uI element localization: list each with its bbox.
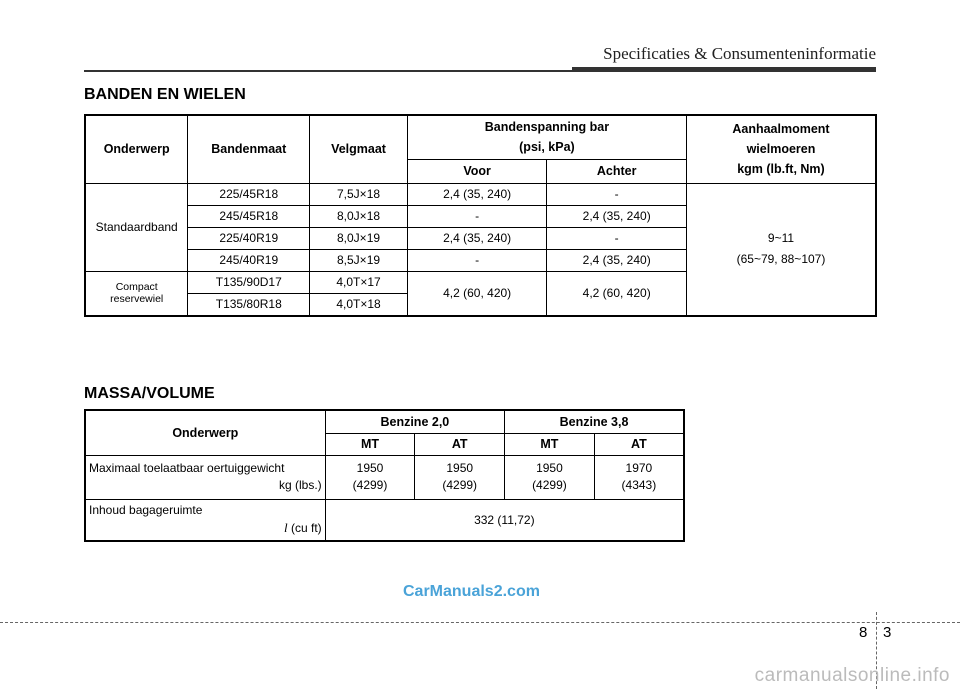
col-bandenspanning (407, 115, 686, 159)
table-row (85, 455, 684, 499)
tow-lbs: (4299) (532, 478, 567, 492)
tyre-size: 225/45R18 (188, 183, 310, 205)
watermark-link[interactable]: CarManuals2.com (403, 583, 540, 600)
rear-pressure: 2,4 (35, 240) (547, 205, 687, 227)
tyre-size: 245/45R18 (188, 205, 310, 227)
page-section-number: 8 (859, 624, 868, 641)
rear-pressure: 2,4 (35, 240) (547, 249, 687, 271)
tyre-size: T135/90D17 (188, 271, 310, 293)
pressure-header-line1: Bandenspanning bar (484, 120, 610, 135)
tow-weight-value (415, 455, 505, 499)
rear-pressure: - (547, 183, 687, 205)
table-row (85, 499, 684, 541)
mass-table (84, 409, 685, 542)
torque-value-line2: (65~79, 88~107) (736, 252, 826, 266)
tow-lbs: (4343) (621, 478, 657, 492)
table-row (85, 183, 876, 205)
tow-kg: 1970 (625, 461, 653, 475)
tyres-section-title: BANDEN EN WIELEN (84, 86, 246, 103)
header-rule-accent (572, 67, 876, 72)
compact-spare-label (85, 271, 188, 316)
luggage-unit-text: (cu ft) (287, 521, 322, 536)
col-voor: Voor (407, 159, 547, 183)
mass-col-engine1: Benzine 2,0 (325, 410, 504, 433)
rim-size: 4,0T×18 (310, 293, 408, 316)
torque-value (686, 183, 876, 316)
header-title: Specificaties & Consumenteninformatie (603, 44, 876, 63)
tow-weight-value (325, 455, 415, 499)
tow-weight-value (594, 455, 684, 499)
tow-weight-value (505, 455, 595, 499)
tyre-size: T135/80R18 (188, 293, 310, 316)
front-pressure: 2,4 (35, 240) (407, 183, 547, 205)
tow-kg: 1950 (446, 461, 474, 475)
rim-size: 8,5J×19 (310, 249, 408, 271)
col-bandenmaat: Bandenmaat (188, 115, 310, 183)
luggage-label (85, 499, 325, 541)
torque-header-line3: kgm (lb.ft, Nm) (737, 162, 825, 177)
site-watermark: carmanualsonline.info (754, 665, 950, 686)
compact-label-line2: reservewiel (110, 293, 164, 305)
tow-lbs: (4299) (352, 478, 388, 492)
rim-size: 7,5J×18 (310, 183, 408, 205)
pressure-header-line2: (psi, kPa) (519, 140, 575, 155)
tow-weight-label (85, 455, 325, 499)
compact-label-line1: Compact (115, 281, 158, 293)
compact-front-pressure: 4,2 (60, 420) (407, 271, 547, 316)
tow-weight-unit: kg (lbs.) (278, 478, 322, 492)
page-number: 3 (883, 624, 892, 641)
col-velgmaat: Velgmaat (310, 115, 408, 183)
mass-section-title: MASSA/VOLUME (84, 385, 215, 402)
luggage-value: 332 (11,72) (325, 499, 684, 541)
rear-pressure: - (547, 227, 687, 249)
mass-col-engine2: Benzine 3,8 (505, 410, 684, 433)
col-aanhaalmoment (686, 115, 876, 183)
rim-size: 8,0J×18 (310, 205, 408, 227)
litre-symbol: l (284, 520, 288, 536)
tow-kg: 1950 (356, 461, 384, 475)
compact-rear-pressure: 4,2 (60, 420) (547, 271, 687, 316)
front-pressure: 2,4 (35, 240) (407, 227, 547, 249)
tyre-size: 245/40R19 (188, 249, 310, 271)
tow-lbs: (4299) (442, 478, 478, 492)
col-achter: Achter (547, 159, 687, 183)
tow-kg: 1950 (536, 461, 563, 475)
front-pressure: - (407, 249, 547, 271)
tyres-table (84, 114, 877, 317)
mass-col-mt: MT (325, 433, 415, 455)
tyre-size: 225/40R19 (188, 227, 310, 249)
standard-tyre-label: Standaardband (85, 183, 188, 271)
footer-divider (0, 622, 960, 623)
mass-col-mt: MT (505, 433, 595, 455)
mass-col-at: AT (594, 433, 684, 455)
rim-size: 8,0J×19 (310, 227, 408, 249)
front-pressure: - (407, 205, 547, 227)
rim-size: 4,0T×17 (310, 271, 408, 293)
mass-col-at: AT (415, 433, 505, 455)
luggage-text: Inhoud bagageruimte (89, 503, 203, 518)
torque-value-line1: 9~11 (767, 231, 795, 245)
tow-weight-text: Maximaal toelaatbaar oertuiggewicht (89, 461, 285, 475)
torque-header-line1: Aanhaalmoment (732, 122, 830, 137)
torque-header-line2: wielmoeren (746, 142, 816, 157)
luggage-unit (89, 519, 322, 537)
col-onderwerp: Onderwerp (85, 115, 188, 183)
mass-col-onderwerp: Onderwerp (85, 410, 325, 455)
